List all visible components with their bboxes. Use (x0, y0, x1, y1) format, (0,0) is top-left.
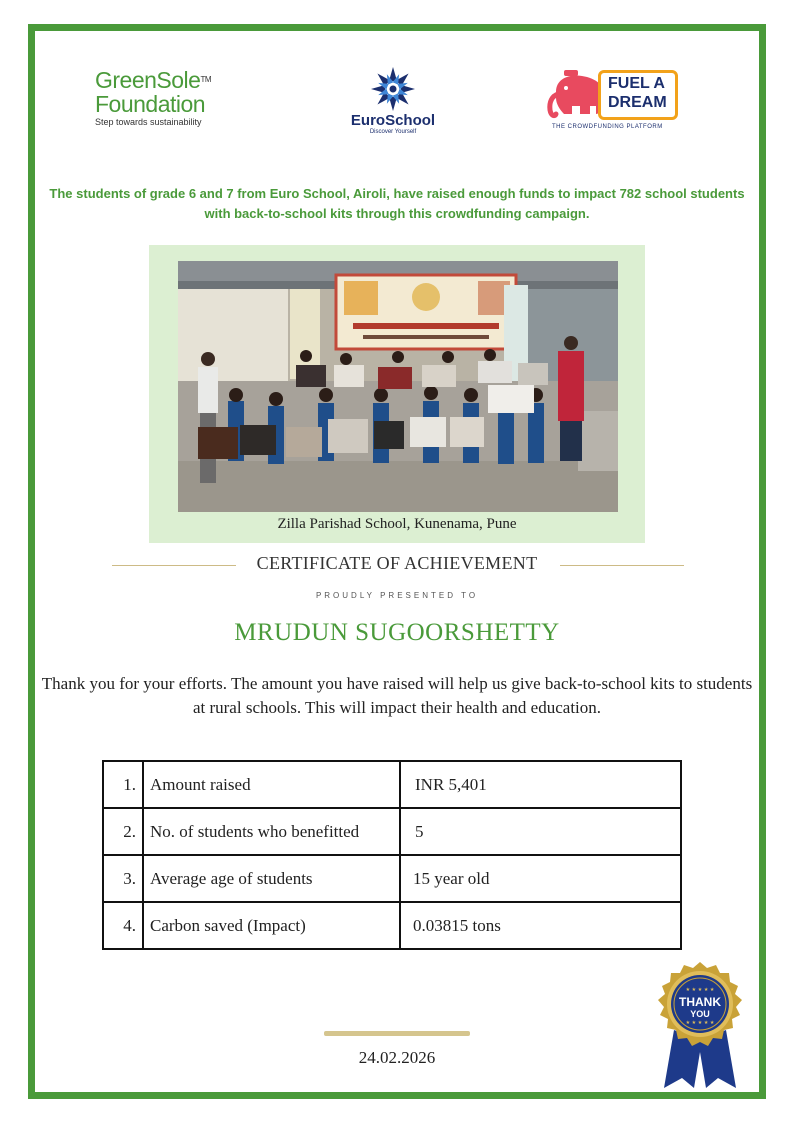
row-value: 5 (400, 808, 681, 855)
certificate-date: 24.02.2026 (358, 1048, 436, 1067)
row-label: Carbon saved (Impact) (143, 902, 400, 949)
greensole-name-line2: Foundation (95, 91, 206, 117)
row-number: 3. (103, 855, 143, 902)
row-value: 0.03815 tons (400, 902, 681, 949)
recipient-name: MRUDUN SUGOORSHETTY (234, 619, 560, 646)
badge-text-line1: THANK (679, 995, 721, 1009)
badge-text-line2: YOU (690, 1009, 710, 1019)
school-photo (178, 261, 618, 512)
row-number: 1. (103, 761, 143, 808)
fuel-a-dream-logo (546, 68, 684, 134)
svg-text:★ ★ ★ ★ ★: ★ ★ ★ ★ ★ (685, 1020, 715, 1026)
intro-text: The students of grade 6 and 7 from Euro School, Airoli, have raised enough funds to impact 782 school students with back-to-school kits through this crowdfunding campaign. (49, 186, 745, 221)
presented-to: PROUDLY PRESENTED TO (315, 591, 479, 600)
certificate-title: CERTIFICATE OF ACHIEVEMENT (256, 553, 538, 573)
greensole-name-line1: GreenSole™ (95, 67, 212, 93)
fuel-a-dream-name: FUEL A DREAM (608, 75, 667, 111)
row-label: Average age of students (143, 855, 400, 902)
euroschool-logo (338, 66, 448, 146)
table-row (103, 902, 681, 949)
row-number: 4. (103, 902, 143, 949)
table-row (103, 855, 681, 902)
thank-you-badge (644, 960, 756, 1090)
table-row (103, 761, 681, 808)
row-value: INR 5,401 (400, 761, 681, 808)
row-label: Amount raised (143, 761, 400, 808)
fuel-a-dream-tagline: THE CROWDFUNDING PLATFORM (552, 124, 663, 130)
euroschool-name: EuroSchool (350, 112, 436, 129)
row-label: No. of students who benefitted (143, 808, 400, 855)
svg-text:★ ★ ★ ★ ★: ★ ★ ★ ★ ★ (685, 987, 715, 993)
euroschool-star-icon (370, 66, 416, 112)
photo-caption: Zilla Parishad School, Kunenama, Pune (277, 516, 517, 532)
greensole-logo (95, 68, 245, 130)
greensole-tagline: Step towards sustainability (95, 117, 202, 127)
thank-you-message: Thank you for your efforts. The amount you have raised will help us give back-to-school kits to students at rural schools. This will impact their health and education. (41, 674, 753, 717)
row-value: 15 year old (400, 855, 681, 902)
table-row (103, 808, 681, 855)
euroschool-tagline: Discover Yourself (369, 129, 417, 135)
date-divider (324, 1031, 470, 1036)
impact-table (102, 760, 682, 950)
row-number: 2. (103, 808, 143, 855)
